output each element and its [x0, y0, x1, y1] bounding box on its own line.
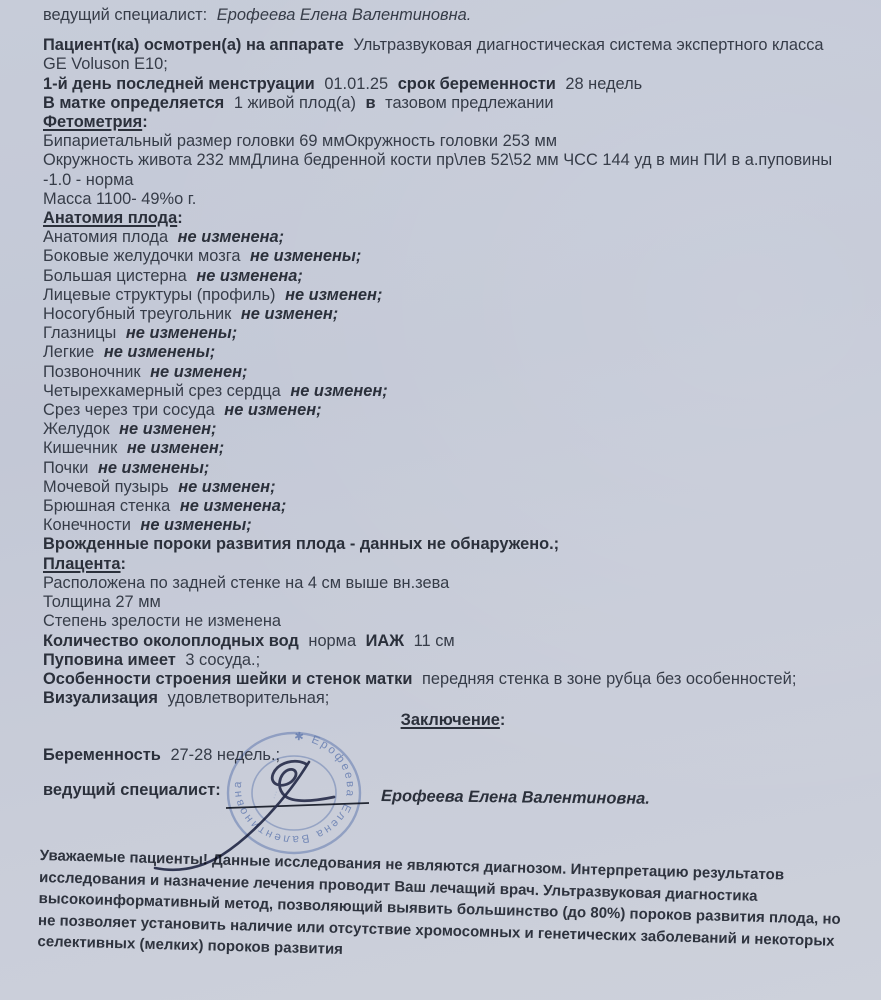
device-line: [43, 36, 845, 74]
anatomy-title: Анатомия плода: [43, 209, 178, 228]
anatomy-item-name: Почки: [43, 458, 89, 477]
anatomy-item-status: не изменен;: [126, 439, 225, 458]
anatomy-item: [43, 420, 845, 439]
anatomy-item: [43, 459, 845, 478]
fetometry-line: Масса 1100- 49%о г.: [43, 189, 197, 208]
anatomy-item-status: не изменена;: [177, 228, 285, 247]
visualization-line: [43, 689, 845, 708]
anatomy-item-name: Большая цистерна: [43, 266, 187, 285]
anatomy-item-status: не изменены;: [97, 458, 210, 477]
report-body: [43, 6, 845, 808]
cord-value: 3 сосуда.;: [185, 650, 261, 669]
conclusion-title-colon: :: [499, 711, 506, 730]
anatomy-item: [43, 343, 845, 362]
anatomy-item-name: Четырехкамерный срез сердца: [43, 381, 281, 400]
anatomy-item-status: не изменена;: [179, 497, 287, 516]
anatomy-item-name: Глазницы: [43, 324, 117, 343]
anatomy-item-status: не изменен;: [240, 305, 339, 324]
presentation-value: тазовом предлежании: [385, 93, 554, 112]
lmp-label: 1-й день последней менструации: [43, 74, 315, 93]
afi-value: 11 см: [413, 631, 455, 650]
cervix-label: Особенности строения шейки и стенок матки: [43, 669, 413, 688]
anatomy-item: [43, 267, 845, 286]
anatomy-item-name: Легкие: [43, 343, 95, 362]
device-value: Ультразвуковая диагностическая система экспертного класса GE Voluson E10;: [43, 36, 824, 74]
anatomy-item-status: не изменены;: [140, 516, 252, 535]
anatomy-item: [43, 286, 845, 305]
gestational-age-value: 28 недель: [565, 74, 643, 93]
placenta-title-colon: :: [120, 554, 127, 573]
anatomy-item: [43, 382, 845, 401]
anatomy-item-name: Лицевые структуры (профиль): [43, 285, 276, 304]
placenta-line: Толщина 27 мм: [43, 593, 161, 612]
stamp-ring-text: ✱ Ерофеева Елена Валентиновна: [231, 730, 357, 846]
specialist-signature-row: [43, 780, 845, 808]
spacer: [43, 25, 845, 36]
lmp-line: [43, 75, 845, 94]
specialist-name: Ерофеева Елена Валентиновна.: [380, 786, 650, 808]
fetometry-line: Бипариетальный размер головки 69 ммОкружность головки 253 мм: [43, 132, 558, 151]
anatomy-item-name: Желудок: [43, 420, 110, 439]
afi-label: ИАЖ: [365, 631, 405, 650]
placenta-line: Степень зрелости не изменена: [43, 612, 282, 631]
uterus-label: В матке определяется: [43, 93, 225, 112]
anatomy-list: [43, 228, 845, 535]
anatomy-item-name: Брюшная стенка: [43, 497, 171, 516]
anatomy-item-name: Анатомия плода: [43, 228, 169, 247]
top-specialist-label: ведущий специалист:: [43, 6, 208, 24]
pregnancy-label: Беременность: [43, 745, 161, 764]
anatomy-item-status: не изменены;: [103, 343, 216, 362]
anatomy-item-status: не изменены;: [125, 324, 238, 343]
anatomy-item-name: Конечности: [43, 516, 131, 535]
anatomy-item: [43, 516, 845, 535]
signature-rule-line: [226, 803, 369, 808]
conclusion-title-line: [43, 711, 845, 730]
stamp-center-mark: ···: [268, 788, 281, 801]
anatomy-item-status: не изменены;: [250, 247, 362, 266]
anatomy-item: [43, 478, 845, 497]
anatomy-item-status: не изменен;: [119, 420, 217, 439]
placenta-line: Расположена по задней стенке на 4 см выше вн.зева: [43, 573, 450, 592]
anatomy-item-status: не изменен;: [290, 381, 388, 400]
specialist-label: ведущий специалист:: [43, 780, 221, 799]
anatomy-item-status: не изменен;: [150, 362, 248, 381]
fluid-label: Количество околоплодных вод: [43, 631, 299, 650]
device-label: Пациент(ка) осмотрен(а) на аппарате: [43, 36, 344, 55]
anatomy-item: [43, 228, 845, 247]
cervix-line: [43, 670, 845, 689]
anatomy-item: [43, 363, 845, 382]
uterus-line: [43, 94, 845, 113]
visualization-value: удовлетворительная;: [167, 689, 330, 708]
placenta-title-line: [43, 555, 845, 574]
anatomy-item: [43, 497, 845, 516]
uterus-value: 1 живой плод(а): [233, 93, 356, 112]
anatomy-item: [43, 439, 845, 458]
gestational-age-label: срок беременности: [397, 74, 556, 93]
anatomy-item: [43, 401, 845, 420]
anatomy-item-status: не изменен;: [224, 401, 322, 420]
fetometry-lines: [43, 132, 845, 209]
pregnancy-line: [43, 746, 845, 765]
cord-label: Пуповина имеет: [43, 650, 176, 669]
anatomy-item-status: не изменен;: [178, 477, 276, 496]
anatomy-item-name: Носогубный треугольник: [43, 305, 232, 324]
fluid-value: норма: [308, 631, 357, 650]
anatomy-item: [43, 305, 845, 324]
presentation-prefix: в: [365, 93, 376, 112]
placenta-lines: [43, 574, 845, 632]
defects-line: Врожденные пороки развития плода - данных не обнаружено.;: [43, 535, 560, 554]
anatomy-item: [43, 247, 845, 266]
fetometry-title: Фетометрия: [43, 113, 143, 132]
anatomy-item-status: не изменен;: [285, 285, 383, 304]
anatomy-item-name: Срез через три сосуда: [43, 401, 215, 420]
anatomy-title-line: [43, 209, 845, 228]
fetometry-title-colon: :: [142, 113, 148, 132]
anatomy-item-name: Мочевой пузырь: [43, 477, 169, 496]
top-specialist-line: [43, 6, 845, 25]
anatomy-item: [43, 324, 845, 343]
anatomy-item-name: Боковые желудочки мозга: [43, 247, 241, 266]
anatomy-item-name: Кишечник: [43, 439, 118, 458]
cord-line: [43, 651, 845, 670]
placenta-title: Плацента: [43, 554, 121, 573]
fetometry-line: Окружность живота 232 ммДлина бедренной кости пр\лев 52\52 мм ЧСС 144 уд в мин ПИ в а.пуповины -1.0 - норма: [43, 151, 833, 189]
conclusion-title: Заключение: [400, 711, 500, 730]
pregnancy-value: 27-28 недель.;: [170, 745, 281, 764]
fetometry-title-line: [43, 113, 845, 132]
anatomy-item-status: не изменена;: [196, 266, 303, 285]
anatomy-title-colon: :: [177, 209, 183, 228]
lmp-date: 01.01.25: [324, 74, 389, 93]
cervix-value: передняя стенка в зоне рубца без особенностей;: [422, 669, 797, 688]
visualization-label: Визуализация: [43, 689, 158, 708]
anatomy-item-name: Позвоночник: [43, 362, 141, 381]
amniotic-fluid-line: [43, 632, 845, 651]
disclaimer-note: Уважаемые пациенты! Данные исследования не являются диагнозом. Интерпретацию результатов исследования и назначение лечения проводит Ваш лечащий врач. Ультразвуковая диагностика высокоинформативный метод, позволяющий выявить большинство (до 80%) пороков развития плода, но не позволяет установить наличие или отсутствие хромосомных и генетических заболеваний и некоторых селективных (мелких) пороков развития: [37, 846, 841, 959]
top-specialist-name: Ерофеева Елена Валентиновна.: [216, 6, 472, 24]
